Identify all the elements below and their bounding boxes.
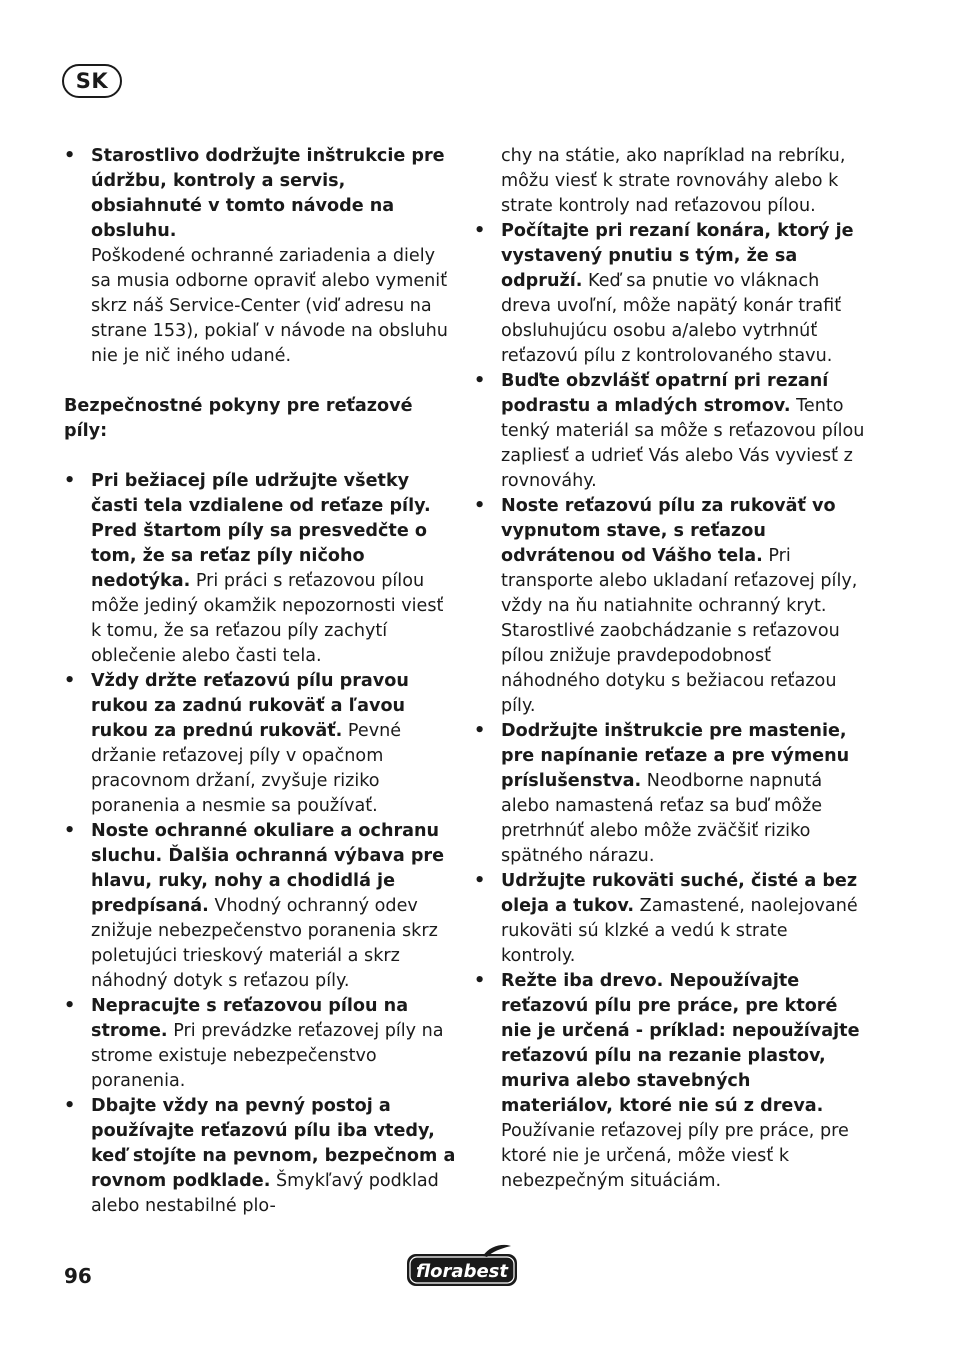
list-item [474,219,866,369]
list-item-continuation [474,144,866,219]
item-text: Používanie reťazovej píly pre práce, pre ktoré nie je určená, môže viesť k nebezpečným situáciám. [501,1121,849,1191]
item-text: Keď sa pnutie vo vláknach dreva uvoľní, môže napätý konár trafiť obsluhujúcu osobu a/alebo vytrhnúť reťazovú pílu z kontrolovaného stavu. [501,271,842,366]
item-text: Tento tenký materiál sa môže s reťazovou pílou zapliesť a udrieť Vás alebo Vás vyviesť z rovnováhy. [501,396,865,491]
bullet-icon: • [64,146,76,166]
item-bold-text: Starostlivo dodržujte inštrukcie pre údržbu, kontroly a servis, obsiahnuté v tomto návode na obsluhu. [91,146,445,241]
item-text: Pevné držanie reťazovej píly v opačnom pracovnom držaní, zvyšuje riziko poranenia a nesmie sa používať. [91,721,402,816]
list-item [64,819,456,994]
section-heading: Bezpečnostné pokyny pre reťazové píly: [64,396,413,441]
list-item [474,494,866,719]
item-text: Pri prevádzke reťazovej píly na strome existuje nebezpečenstvo poranenia. [91,1021,444,1091]
bullet-icon: • [474,971,486,991]
item-bold-text: Dbajte vždy na pevný postoj a používajte reťazovú pílu iba vtedy, keď stojíte na pevnom, bezpečnom a rovnom podklade. [91,1096,456,1191]
item-text: Pri práci s reťazovou pílou môže jediný okamžik nepozornosti viesť k tomu, že sa reťazou píly zachytí oblečenie alebo časti tela. [91,571,444,666]
svg-text:florabest: florabest [416,1261,508,1282]
bullet-icon: • [64,996,76,1016]
item-text: chy na státie, ako napríklad na rebríku, môžu viesť k strate rovnováhy alebo k strate kontroly nad reťazovou pílou. [501,146,846,216]
item-text: Pri transporte alebo ukladaní reťazovej píly, vždy na ňu natiahnite ochranný kryt. Starostlivé zaobchádzanie s reťazovou pílou znižuje pravdepodobnosť náhodného dotyku s bežiacou reťazou píly. [501,546,858,716]
bullet-icon: • [474,496,486,516]
list-item [64,1094,456,1219]
list-item [474,369,866,494]
item-bold-text: Počítajte pri rezaní konára, ktorý je vystavený pnutiu s tým, že sa odpruží. [501,221,854,291]
language-badge: SK [62,64,122,98]
florabest-logo [405,1244,519,1288]
item-bold-text: Noste reťazovú pílu za rukoväť vo vypnutom stave, s reťazou odvrátenou od Vášho tela. [501,496,836,566]
list-item [474,969,866,1194]
bullet-icon: • [64,671,76,691]
item-bold-text: Udržujte rukoväti suché, čisté a bez oleja a tukov. [501,871,858,916]
item-bold-text: Režte iba drevo. Nepoužívajte reťazovú pílu pre práce, pre ktoré nie je určená - príklad: nepoužívajte reťazovú pílu na rezanie plastov, muriva alebo stavebných materiálov, ktoré nie sú z dreva. [501,971,860,1116]
item-bold-text: Nepracujte s reťazovou pílou na strome. [91,996,409,1041]
list-item [64,994,456,1094]
bullet-icon: • [64,471,76,491]
list-item [474,719,866,869]
item-text: Vhodný ochranný odev znižuje nebezpečenstvo poranenia skrz poletujúci trieskový materiál a skrz náhodný dotyk s reťazou píly. [91,896,438,991]
bullet-icon: • [474,221,486,241]
page-number: 96 [64,1264,92,1288]
list-item [64,669,456,819]
item-bold-text: Noste ochranné okuliare a ochranu sluchu. Ďalšia ochranná výbava pre hlavu, ruky, nohy a chodidlá je predpísaná. [91,821,445,916]
item-text: Neodborne napnutá alebo namastená reťaz sa buď môže pretrhnúť alebo môže zväčšiť riziko spätného nárazu. [501,771,823,866]
list-item [474,869,866,969]
bullet-icon: • [474,721,486,741]
item-bold-text: Buďte obzvlášť opatrní pri rezaní podrastu a mladých stromov. [501,371,829,416]
list-item [64,144,456,369]
bullet-icon: • [64,1096,76,1116]
right-column [474,144,866,1194]
item-text: Poškodené ochranné zariadenia a diely sa musia odborne opraviť alebo vymeniť skrz náš Service-Center (viď adresu na strane 153), pokiaľ v návode na obsluhu nie je nič iného udané. [91,246,448,366]
bullet-icon: • [474,371,486,391]
list-item [64,469,456,669]
item-text: Šmykľavý podklad alebo nestabilné plo- [91,1171,439,1216]
left-column [64,144,456,1219]
item-text: Zamastené, naolejované rukoväti sú klzké a vedú k strate kontroly. [501,896,858,966]
bullet-icon: • [474,871,486,891]
item-bold-text: Pri bežiacej píle udržujte všetky časti tela vzdialene od reťaze píly. Pred štartom píly sa presvedčte o tom, že sa reťaz píly ničoho nedotýka. [91,471,431,591]
bullet-icon: • [64,821,76,841]
item-bold-text: Vždy držte reťazovú pílu pravou rukou za zadnú rukoväť a ľavou rukou za prednú rukoväť. [91,671,409,741]
item-bold-text: Dodržujte inštrukcie pre mastenie, pre napínanie reťaze a pre výmenu príslušenstva. [501,721,850,791]
